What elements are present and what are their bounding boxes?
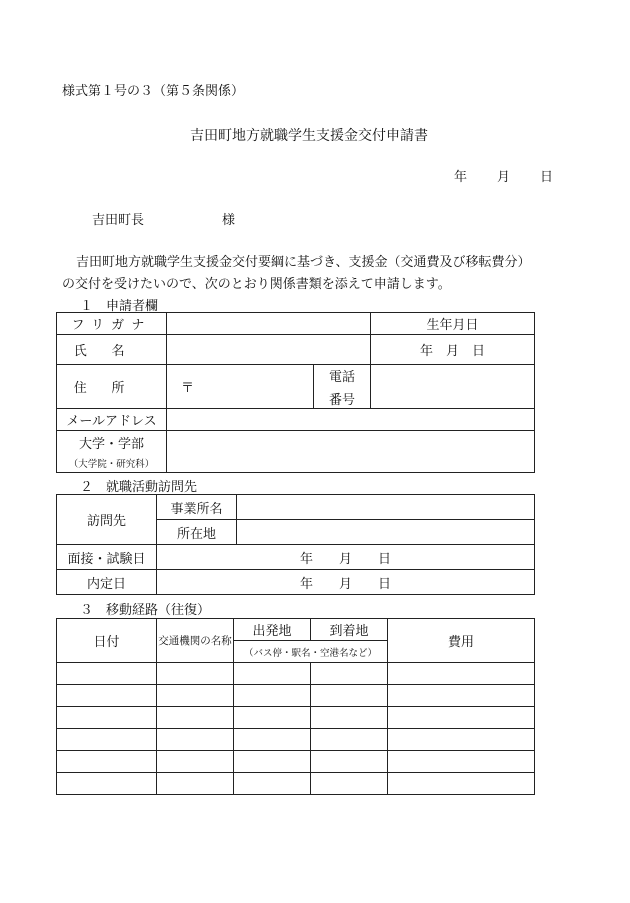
- university-field[interactable]: [167, 431, 535, 473]
- address-field[interactable]: 〒: [167, 365, 314, 409]
- route-cost-cell[interactable]: [388, 751, 535, 773]
- date-day-label: 日: [540, 170, 554, 185]
- route-table: [56, 618, 535, 795]
- route-cost-cell[interactable]: [388, 729, 535, 751]
- transport-header: 交通機関の名称: [157, 619, 234, 663]
- form-number: 様式第１号の３（第５条関係）: [62, 84, 245, 99]
- route-depart-cell[interactable]: [234, 751, 311, 773]
- route-depart-cell[interactable]: [234, 707, 311, 729]
- route-transport-cell[interactable]: [157, 751, 234, 773]
- route-arrive-cell[interactable]: [311, 751, 388, 773]
- route-date-cell[interactable]: [57, 773, 157, 795]
- phone-label-1: 電話: [328, 369, 355, 385]
- birthdate-label: 生年月日: [371, 313, 535, 335]
- offer-date-field[interactable]: 年 月 日: [157, 570, 535, 595]
- email-label: メールアドレス: [57, 409, 167, 431]
- interview-date-field[interactable]: 年 月 日: [157, 545, 535, 570]
- name-field[interactable]: [167, 335, 371, 365]
- route-arrive-cell[interactable]: [311, 773, 388, 795]
- intro-line-2: の交付を受けたいので、次のとおり関係書類を添えて申請します。: [62, 277, 451, 292]
- date-month-label: 月: [497, 170, 511, 185]
- form-title: 吉田町地方就職学生支援金交付申請書: [190, 128, 428, 144]
- route-transport-cell[interactable]: [157, 685, 234, 707]
- route-depart-cell[interactable]: [234, 663, 311, 685]
- location-label: 所在地: [157, 520, 237, 545]
- section-3-heading: ３ 移動経路（往復）: [80, 603, 211, 618]
- route-cost-cell[interactable]: [388, 663, 535, 685]
- route-cost-cell[interactable]: [388, 707, 535, 729]
- visit-label: 訪問先: [57, 495, 157, 545]
- cost-header: 費用: [388, 619, 535, 663]
- route-depart-cell[interactable]: [234, 729, 311, 751]
- furigana-field[interactable]: [167, 313, 371, 335]
- route-transport-cell[interactable]: [157, 663, 234, 685]
- route-arrive-cell[interactable]: [311, 685, 388, 707]
- route-date-cell[interactable]: [57, 685, 157, 707]
- phone-field[interactable]: [371, 365, 535, 409]
- office-field[interactable]: [237, 495, 535, 520]
- route-arrive-cell[interactable]: [311, 707, 388, 729]
- route-row: [57, 707, 535, 729]
- phone-label-2: 番号: [328, 392, 355, 408]
- route-depart-cell[interactable]: [234, 773, 311, 795]
- route-transport-cell[interactable]: [157, 707, 234, 729]
- arrive-header: 到着地: [311, 619, 388, 641]
- office-label: 事業所名: [157, 495, 237, 520]
- route-arrive-cell[interactable]: [311, 663, 388, 685]
- university-label: [57, 431, 167, 473]
- section-2-heading: ２ 就職活動訪問先: [80, 480, 198, 495]
- date-year-label: 年: [454, 170, 468, 185]
- route-transport-cell[interactable]: [157, 729, 234, 751]
- university-label-main: 大学・学部: [78, 437, 144, 452]
- visit-table: [56, 494, 535, 595]
- station-note: （バス停・駅名・空港名など）: [234, 641, 388, 663]
- route-date-cell[interactable]: [57, 663, 157, 685]
- location-field[interactable]: [237, 520, 535, 545]
- offer-label: 内定日: [57, 570, 157, 595]
- honorific: 様: [222, 213, 236, 228]
- address-label: 住所: [57, 365, 167, 409]
- addressee: 吉田町長: [92, 213, 145, 228]
- route-cost-cell[interactable]: [388, 773, 535, 795]
- route-date-cell[interactable]: [57, 729, 157, 751]
- applicant-table: [56, 312, 535, 473]
- phone-label: [314, 365, 371, 409]
- university-label-sub: （大学院・研究科）: [68, 459, 155, 470]
- depart-header: 出発地: [234, 619, 311, 641]
- route-transport-cell[interactable]: [157, 773, 234, 795]
- intro-line-1: 吉田町地方就職学生支援金交付要綱に基づき、支援金（交通費及び移転費分）: [76, 255, 531, 270]
- route-row: [57, 663, 535, 685]
- route-date-cell[interactable]: [57, 707, 157, 729]
- email-field[interactable]: [167, 409, 535, 431]
- route-arrive-cell[interactable]: [311, 729, 388, 751]
- route-row: [57, 685, 535, 707]
- interview-label: 面接・試験日: [57, 545, 157, 570]
- furigana-label: フリガナ: [57, 313, 167, 335]
- route-depart-cell[interactable]: [234, 685, 311, 707]
- route-row: [57, 729, 535, 751]
- route-cost-cell[interactable]: [388, 685, 535, 707]
- route-date-cell[interactable]: [57, 751, 157, 773]
- route-row: [57, 773, 535, 795]
- route-row: [57, 751, 535, 773]
- birthdate-field[interactable]: 年 月 日: [371, 335, 535, 365]
- date-header: 日付: [57, 619, 157, 663]
- section-1-heading: １ 申請者欄: [80, 299, 159, 314]
- name-label: 氏名: [57, 335, 167, 365]
